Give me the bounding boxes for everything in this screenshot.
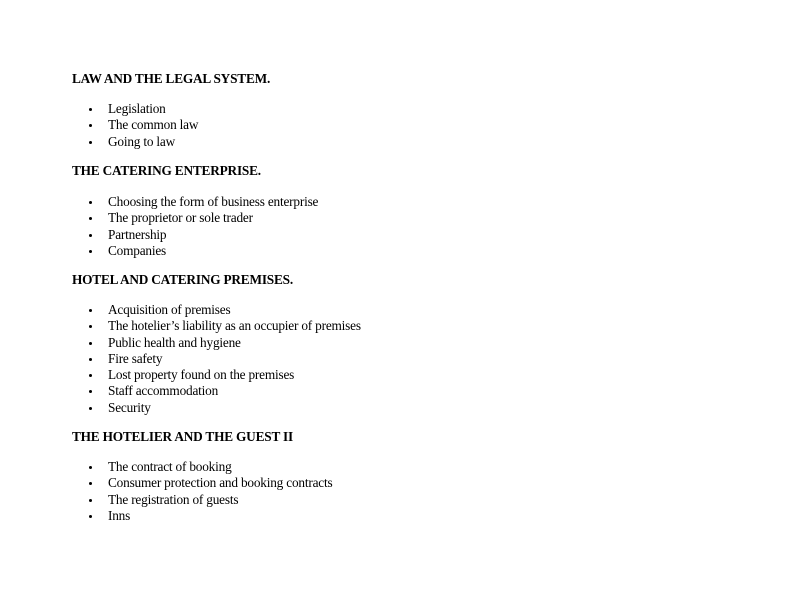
bullet-icon bbox=[89, 124, 92, 127]
bullet-icon bbox=[89, 342, 92, 345]
bullet-icon bbox=[89, 466, 92, 469]
list-item-text: The proprietor or sole trader bbox=[108, 210, 253, 226]
bullet-icon bbox=[89, 325, 92, 328]
section-heading-hotel-catering-premises: HOTEL AND CATERING PREMISES. bbox=[72, 272, 293, 287]
bullet-icon bbox=[89, 201, 92, 204]
list-item-text: Legislation bbox=[108, 101, 166, 116]
section-heading-catering-enterprise: THE CATERING ENTERPRISE. bbox=[72, 163, 261, 178]
bullet-icon bbox=[89, 374, 92, 377]
bullet-icon bbox=[89, 217, 92, 220]
bullet-icon bbox=[89, 482, 92, 485]
list-item-text: Public health and hygiene bbox=[108, 334, 241, 350]
bullet-icon bbox=[89, 499, 92, 502]
section-heading-law-legal-system: LAW AND THE LEGAL SYSTEM. bbox=[72, 71, 271, 86]
list-item-text: Acquisition of premises bbox=[108, 302, 231, 317]
bullet-icon bbox=[89, 250, 92, 253]
list-item-text: The hotelier’s liability as an occupier of premises bbox=[108, 318, 361, 334]
list-item-text: Staff accommodation bbox=[108, 383, 219, 399]
list-item-text: The common law bbox=[108, 117, 199, 133]
list-item-text: Choosing the form of business enterprise bbox=[108, 194, 319, 209]
bullet-icon bbox=[89, 309, 92, 312]
bullet-icon bbox=[89, 515, 92, 518]
list-item-text: Going to law bbox=[108, 133, 176, 149]
bullet-icon bbox=[89, 407, 92, 410]
list-item-text: Consumer protection and booking contracts bbox=[108, 475, 333, 491]
list-item-text: Partnership bbox=[108, 226, 167, 242]
list-item-text: Security bbox=[108, 399, 151, 415]
list-item-text: The registration of guests bbox=[108, 491, 239, 507]
list-item-text: Fire safety bbox=[108, 350, 163, 366]
section-heading-hotelier-and-guest: THE HOTELIER AND THE GUEST II bbox=[72, 429, 293, 444]
bullet-icon bbox=[89, 358, 92, 361]
bullet-icon bbox=[89, 234, 92, 237]
list-item-text: Lost property found on the premises bbox=[108, 367, 295, 383]
bullet-icon bbox=[89, 390, 92, 393]
list-item-text: The contract of booking bbox=[108, 459, 232, 474]
list-item-text: Companies bbox=[108, 242, 167, 258]
list-item-text: Inns bbox=[108, 507, 131, 523]
bullet-icon bbox=[89, 108, 92, 111]
bullet-icon bbox=[89, 141, 92, 144]
